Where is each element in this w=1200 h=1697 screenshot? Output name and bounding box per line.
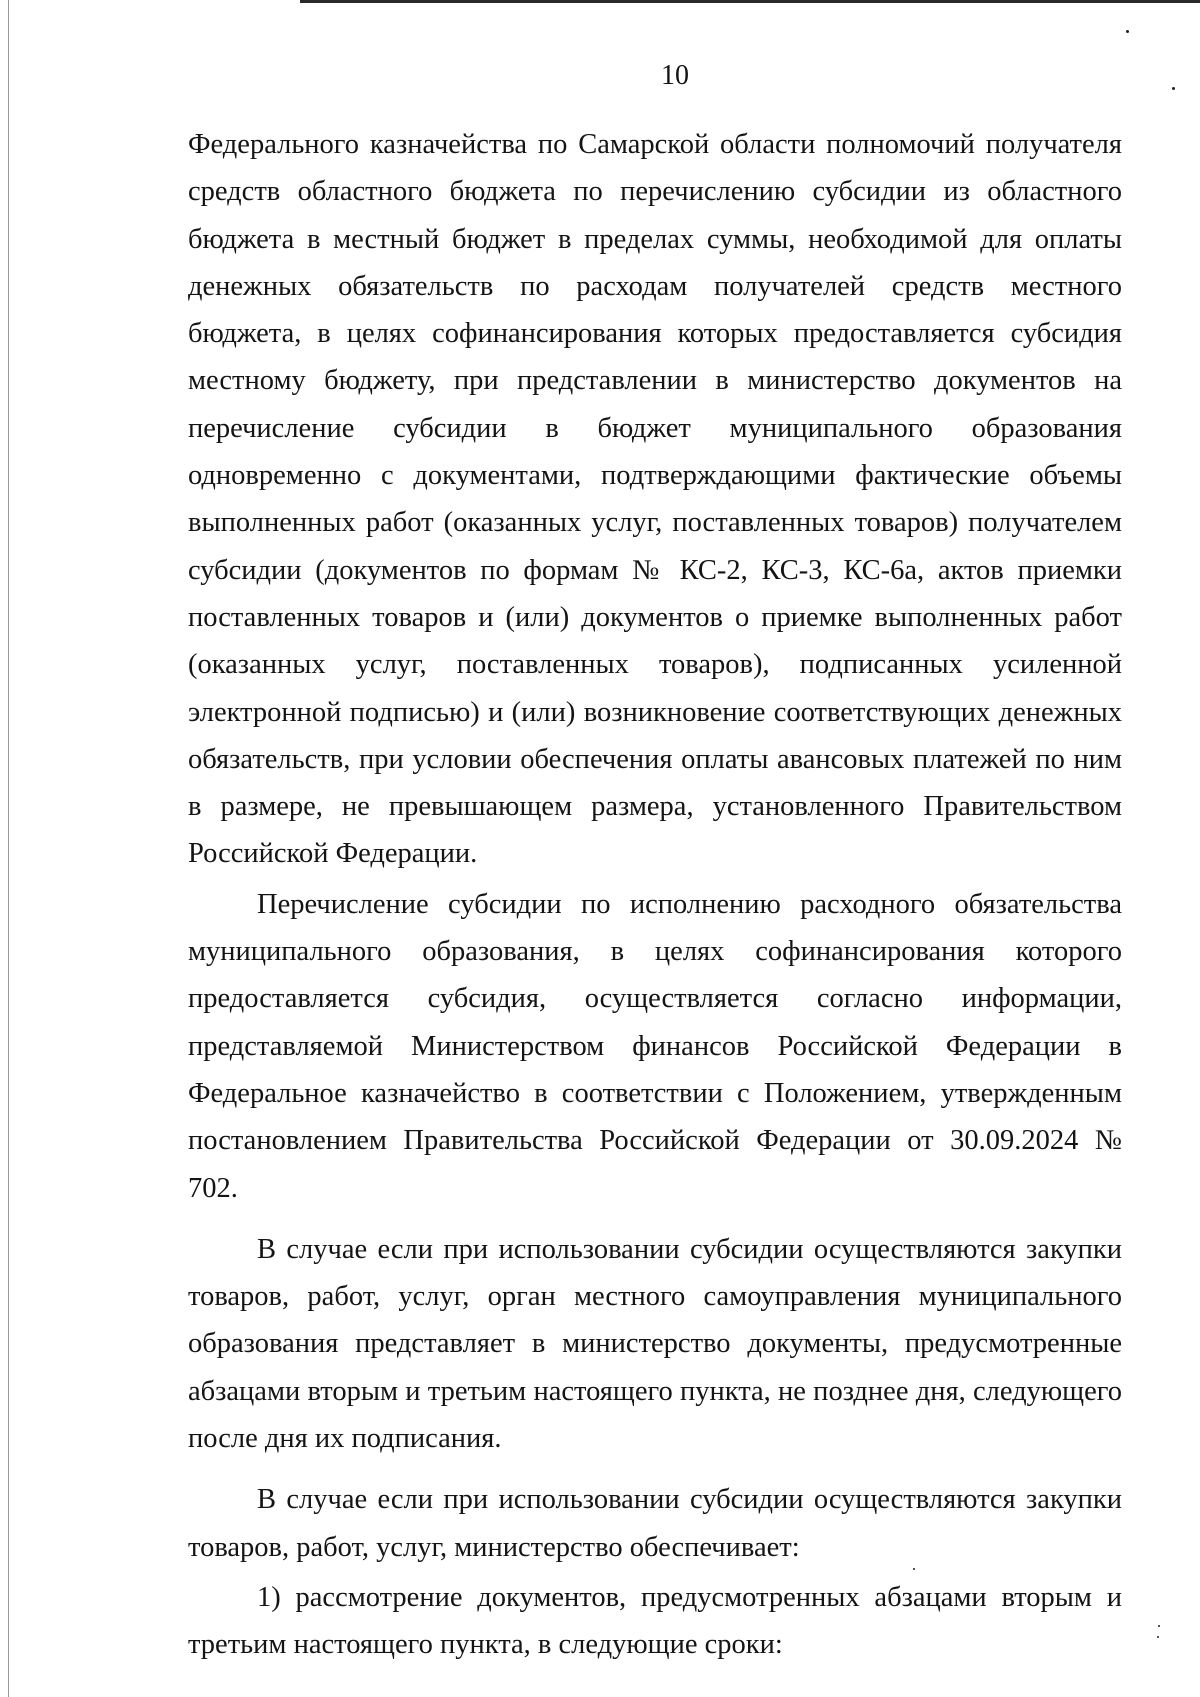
paragraph-procurement-documents: В случае если при использовании субсидии осуществляются закупки товаров, работ, услуг, орган местного самоуправления муниципального образования представляет в министерство документы, предусмотренные абзацами вторым и третьим настоящего пункта, не позднее дня, следующего после дня их подписания. xyxy=(188,1233,1122,1455)
scan-speck xyxy=(1126,30,1129,33)
scan-top-border xyxy=(300,0,1200,3)
paragraph-transfer-subsidy: Перечисление субсидии по исполнению расходного обязательства муниципального образования, в целях софинансирования которого предоставляется субсидия, осуществляется согласно информации, представляемой Министерством финансов Российской Федерации в Федеральное казначейство в соответствии с Положением, утвержденным постановлением Правительства Российской Федерации от 30.09.2024 № 702. xyxy=(188,888,1122,1204)
scan-speck xyxy=(913,1568,915,1570)
paragraph-procurement-ministry: В случае если при использовании субсидии осуществляются закупки товаров, работ, услуг, министерство обеспечивает: xyxy=(188,1484,1122,1563)
scan-speck xyxy=(1172,87,1175,90)
list-item-1: 1) рассмотрение документов, предусмотренных абзацами вторым и третьим настоящего пункта, в следующие сроки: xyxy=(188,1581,1122,1661)
scan-speck xyxy=(1158,1625,1160,1627)
page-number: 10 xyxy=(661,60,689,91)
scan-speck xyxy=(1157,1636,1159,1638)
document-body xyxy=(188,121,1122,1669)
paragraph-continuation: Федерального казначейства по Самарской области полномочий получателя средств областного бюджета по перечислению субсидии из областного бюджета в местный бюджет в пределах суммы, необходимой для оплаты денежных обязательств по расходам получателей средств местного бюджета, в целях софинансирования которых предоставляется субсидия местному бюджету, при представлении в министерство документов на перечисление субсидии в бюджет муниципального образования одновременно с документами, подтверждающими фактические объемы выполненных работ (оказанных услуг, поставленных товаров) получателем субсидии (документов по формам № КС-2, КС-3, КС-6а, актов приемки поставленных товаров и (или) документов о приемке выполненных работ (оказанных услуг, поставленных товаров), подписанных усиленной электронной подписью) и (или) возникновение соответствующих денежных обязательств, при условии обеспечения оплаты авансовых платежей по ним в размере, не превышающем размера, установленного Правительством Российской Федерации. xyxy=(188,129,1122,870)
scan-left-edge xyxy=(8,0,9,1697)
